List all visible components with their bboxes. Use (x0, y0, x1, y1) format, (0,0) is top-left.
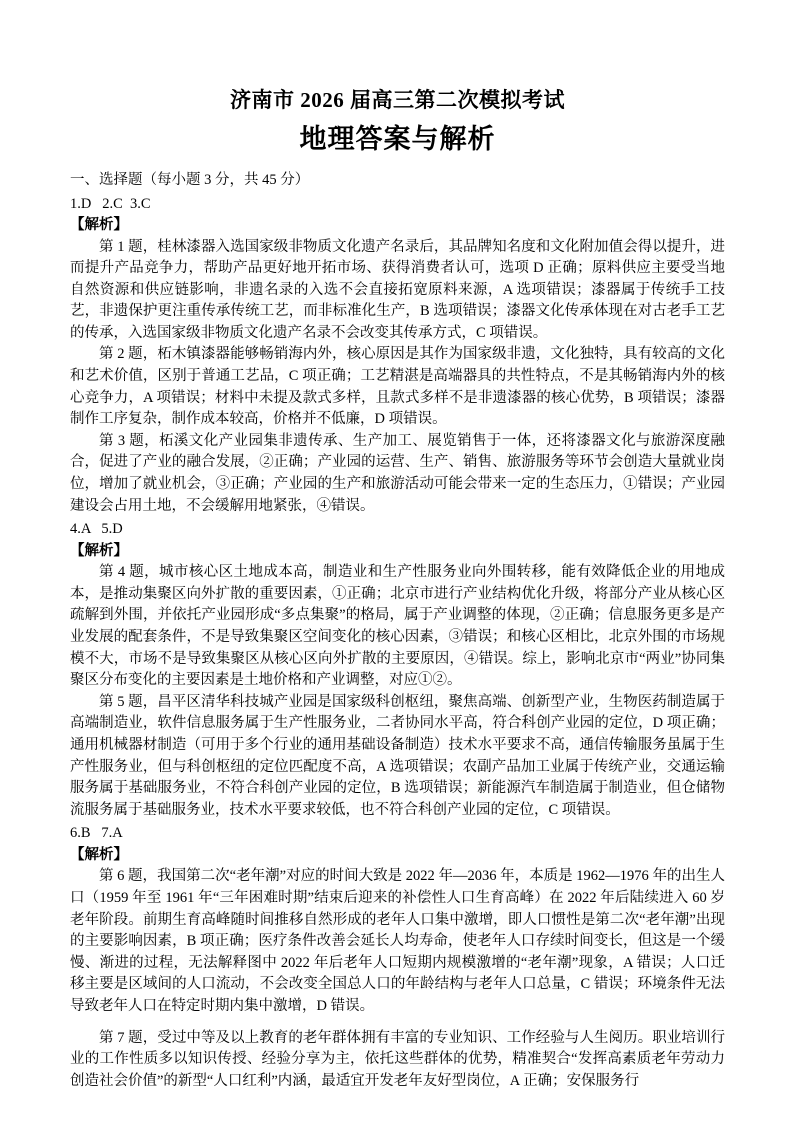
document-title: 济南市 2026 届高三第二次模拟考试 (230, 88, 565, 112)
document-subtitle: 地理答案与解析 (299, 124, 496, 154)
analysis-paragraph-q7: 第 7 题，受过中等及以上教育的老年群体拥有丰富的专业知识、工作经验与人生阅历。职业培训行业的工作性质多以知识传授、经验分享为主，依托这些群体的优势，精准契合“发挥高素质老年劳动力创造社会价值”的新型“人口红利”内涵，最适宜开发老年友好型岗位，A 正确；安保服务行 (70, 1029, 725, 1089)
answer-key-line-q6-7: 6.B 7.A (70, 825, 123, 842)
answer-key-line-q4-5: 4.A 5.D (70, 521, 123, 538)
answer-key-line-q1-3: 1.D 2.C 3.C (70, 195, 151, 212)
analysis-paragraph-q6: 第 6 题，我国第二次“老年潮”对应的时间大致是 2022 年—2036 年，本质是 1962—1976 年的出生人口（1959 年至 1961 年“三年困难时期”结束后迎来的补偿性人口生育高峰）在 2022 年后陆续进入 60 岁老年阶段。前期生育高峰随时间推移自然形成的老年人口集中激增，即人口惯性是第二次“老年潮”出现的主要影响因素，B 项正确；医疗条件改善会延长人均寿命，使老年人口存续时间变长，但这是一个缓慢、渐进的过程，无法解释图中 2022 年后老年人口短期内规模激增的“老年潮”现象，A 错误；人口迁移主要是区域间的人口流动，不会改变全国总人口的年龄结构与老年人口总量，C 错误；环境条件无法导致老年人口在特定时期内集中激增，D 错误。 (70, 868, 725, 1014)
analysis-paragraph-q3: 第 3 题，柘溪文化产业园集非遗传承、生产加工、展览销售于一体，还将漆器文化与旅游深度融合，促进了产业的融合发展，②正确；产业园的运营、生产、销售、旅游服务等环节会创造大量就业岗位，增加了就业机会，③正确；产业园的生产和旅游活动可能会带来一定的生态压力，①错误；产业园建设会占用土地，不会缓解用地紧张，④错误。 (70, 432, 725, 514)
analysis-paragraph-q1: 第 1 题，桂林漆器入选国家级非物质文化遗产名录后，其品牌知名度和文化附加值会得以提升，进而提升产品竞争力，帮助产品更好地开拓市场、获得消费者认可，选项 D 正确；原料供应主要受当地自然资源和供应链影响，非遗名录的入选不会直接拓宽原料来源，A 选项错误；漆器属于传统手工技艺，非遗保护更注重传承传统工艺，而非标准化生产，B 选项错误；漆器文化传承体现在对古老手工艺的传承，入选国家级非物质文化遗产名录不会改变其传承方式，C 项错误。 (70, 238, 725, 341)
analysis-paragraph-q5: 第 5 题，昌平区清华科技城产业园是国家级科创枢纽，聚焦高端、创新型产业，生物医药制造属于高端制造业，软件信息服务属于生产性服务业，二者协同水平高，符合科创产业园的定位，D 项正确；通用机械器材制造（可用于多个行业的通用基础设备制造）技术水平要求不高，通信传输服务虽属于生产性服务业，但与科创枢纽的定位匹配度不高，A 选项错误；农副产品加工业属于传统产业，交通运输服务属于基础服务业，不符合科创产业园的定位，B 选项错误；新能源汽车制造属于制造业，但仓储物流服务属于基础服务业，技术水平要求较低，也不符合科创产业园的定位，C 项错误。 (70, 693, 725, 818)
analysis-label: 【解析】 (70, 542, 128, 559)
analysis-paragraph-q4: 第 4 题，城市核心区土地成本高，制造业和生产性服务业向外围转移，能有效降低企业的用地成本，是推动集聚区向外扩散的重要因素，①正确；北京市进行产业结构优化升级，将部分产业从核心区疏解到外围，并依托产业园形成“多点集聚”的格局，属于产业调整的体现，②正确；信息服务更多是产业发展的配套条件，不是导致集聚区空间变化的核心因素，③错误；和核心区相比，北京外围的市场规模不大，市场不是导致集聚区从核心区向外扩散的主要原因，④错误。综上，影响北京市“两业”协同集聚区分布变化的主要因素是土地价格和产业调整，对应①②。 (70, 564, 725, 689)
analysis-label: 【解析】 (70, 217, 128, 233)
analysis-paragraph-q2: 第 2 题，柘木镇漆器能够畅销海内外，核心原因是其作为国家级非遗，文化独特，具有较高的文化和艺术价值，区别于普通工艺品，C 项正确；工艺精湛是高端器具的共性特点，不是其畅销海内外的核心竞争力，A 项错误；材料中未提及款式多样，且款式多样不是非遗漆器的核心优势，B 项错误；漆器制作工序复杂，制作成本较高，价格并不低廉，D 项错误。 (70, 346, 725, 428)
section-heading-multiple-choice: 一、选择题（每小题 3 分，共 45 分） (70, 172, 310, 188)
analysis-label: 【解析】 (70, 846, 128, 863)
